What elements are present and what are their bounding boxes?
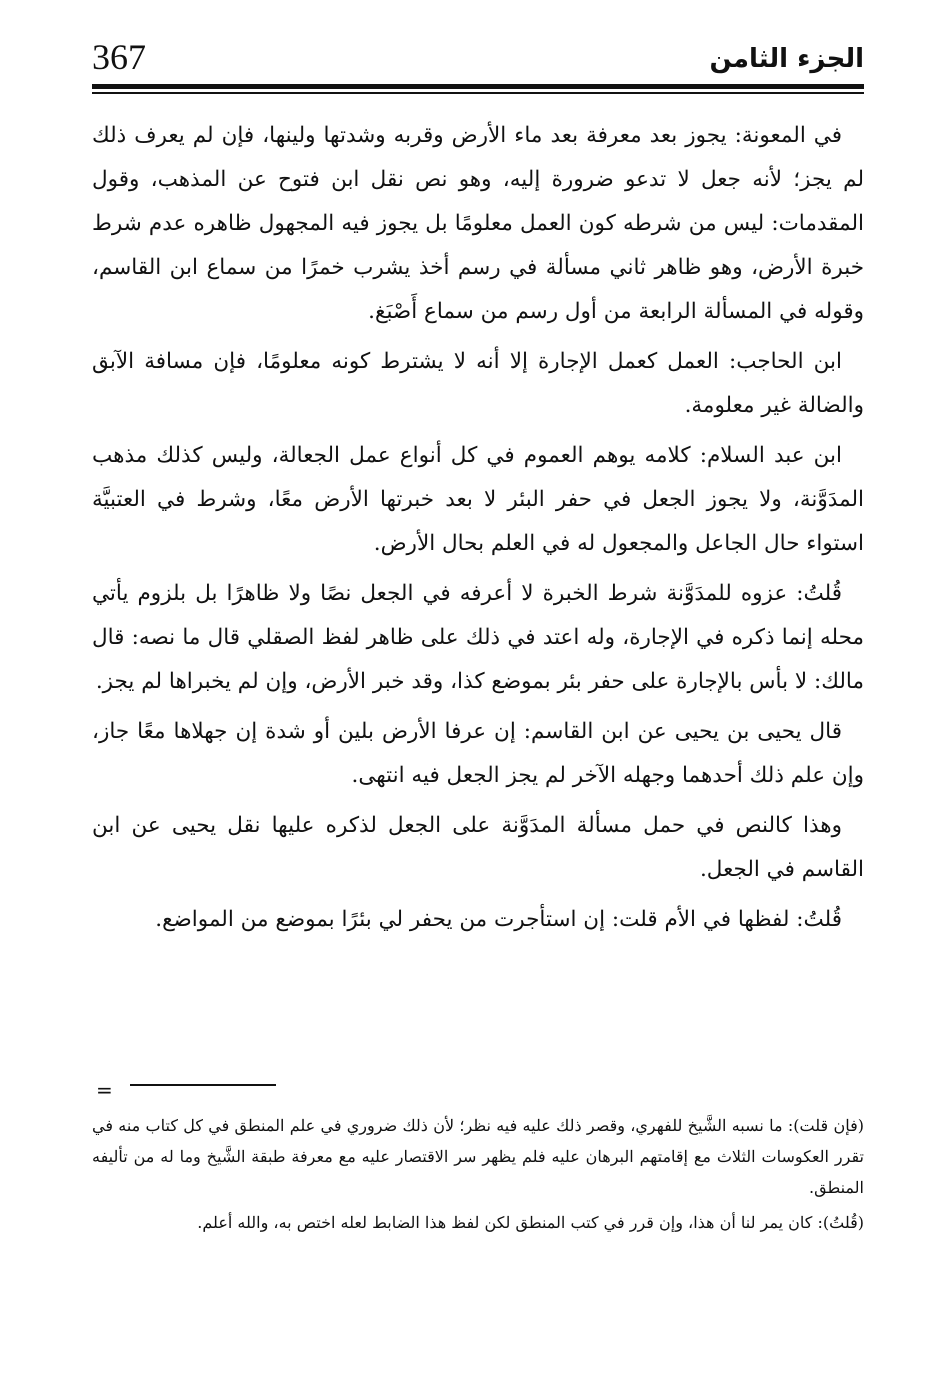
footnotes <box>92 1110 864 1242</box>
footnote-continuation-mark: = <box>96 1078 113 1102</box>
paragraph: ابن عبد السلام: كلامه يوهم العموم في كل أنواع عمل الجعالة، وليس كذلك مذهب المدَوَّنة، ولا يجوز الجعل في حفر البئر لا بعد خبرتها الأرض معًا، وشرط في العتبيَّة استواء حال الجاعل والمجعول له في العلم بحال الأرض. <box>92 443 864 556</box>
footnote-separator <box>96 1080 276 1102</box>
footnote: (قُلتُ): كان يمر لنا أن هذا، وإن قرر في كتب المنطق لكن لفظ هذا الضابط لعله اختص به، والله أعلم. <box>197 1213 864 1232</box>
footnote-rule <box>130 1084 276 1086</box>
page-header <box>86 30 864 80</box>
paragraph: في المعونة: يجوز بعد معرفة بعد ماء الأرض وقربه وشدتها ولينها، فإن لم يعرف ذلك لم يجز؛ لأنه جعل لا تدعو ضرورة إليه، وهو نص نقل ابن فتوح عن المذهب، وقول المقدمات: ليس من شرطه كون العمل معلومًا بل يجوز فيه المجهول ظاهره عدم شرط خبرة الأرض، وهو ظاهر ثاني مسألة في رسم أخذ يشرب خمرًا من سماع ابن القاسم، وقوله في المسألة الرابعة من أول رسم من سماع أَصْبَغ. <box>92 123 864 324</box>
header-rule-thick <box>92 84 864 89</box>
paragraph: قال يحيى بن يحيى عن ابن القاسم: إن عرفا الأرض بلين أو شدة إن جهلاها معًا جاز، وإن علم ذلك أحدهما وجهله الآخر لم يجز الجعل فيه انتهى. <box>92 719 864 788</box>
paragraph: قُلتُ: عزوه للمدَوَّنة شرط الخبرة لا أعرفه في الجعل نصًا ولا ظاهرًا بل بلزوم يأتي محله إنما ذكره في الإجارة، وله اعتد في ذلك على ظاهر لفظ الصقلي قال ما نصه: قال مالك: لا بأس بالإجارة على حفر بئر بموضع كذا، وقد خبر الأرض، وإن لم يخبراها لم يجز. <box>92 581 864 694</box>
page-number: 367 <box>92 37 146 77</box>
footnote: (فإن قلت): ما نسبه الشَّيخ للفهري، وقصر ذلك عليه فيه نظر؛ لأن ذلك ضروري في علم المنطق في كل كتاب منه في تقرر العكوسات الثلاث مع إقامتهم البرهان عليه فلم يظهر سر الاقتصار عليه مع معرفة طبقة الشَّيخ وما له من تأليفه المنطق. <box>92 1116 865 1197</box>
running-title: الجزء الثامن <box>709 44 864 74</box>
paragraph: قُلتُ: لفظها في الأم قلت: إن استأجرت من يحفر لي بئرًا بموضع من المواضع. <box>155 907 842 932</box>
paragraph: وهذا كالنص في حمل مسألة المدَوَّنة على الجعل لذكره عليها نقل يحيى عن ابن القاسم في الجعل. <box>92 813 864 882</box>
main-text <box>92 114 864 942</box>
paragraph: ابن الحاجب: العمل كعمل الإجارة إلا أنه لا يشترط كونه معلومًا، فإن مسافة الآبق والضالة غير معلومة. <box>92 349 864 418</box>
header-rule-thin <box>92 92 864 94</box>
